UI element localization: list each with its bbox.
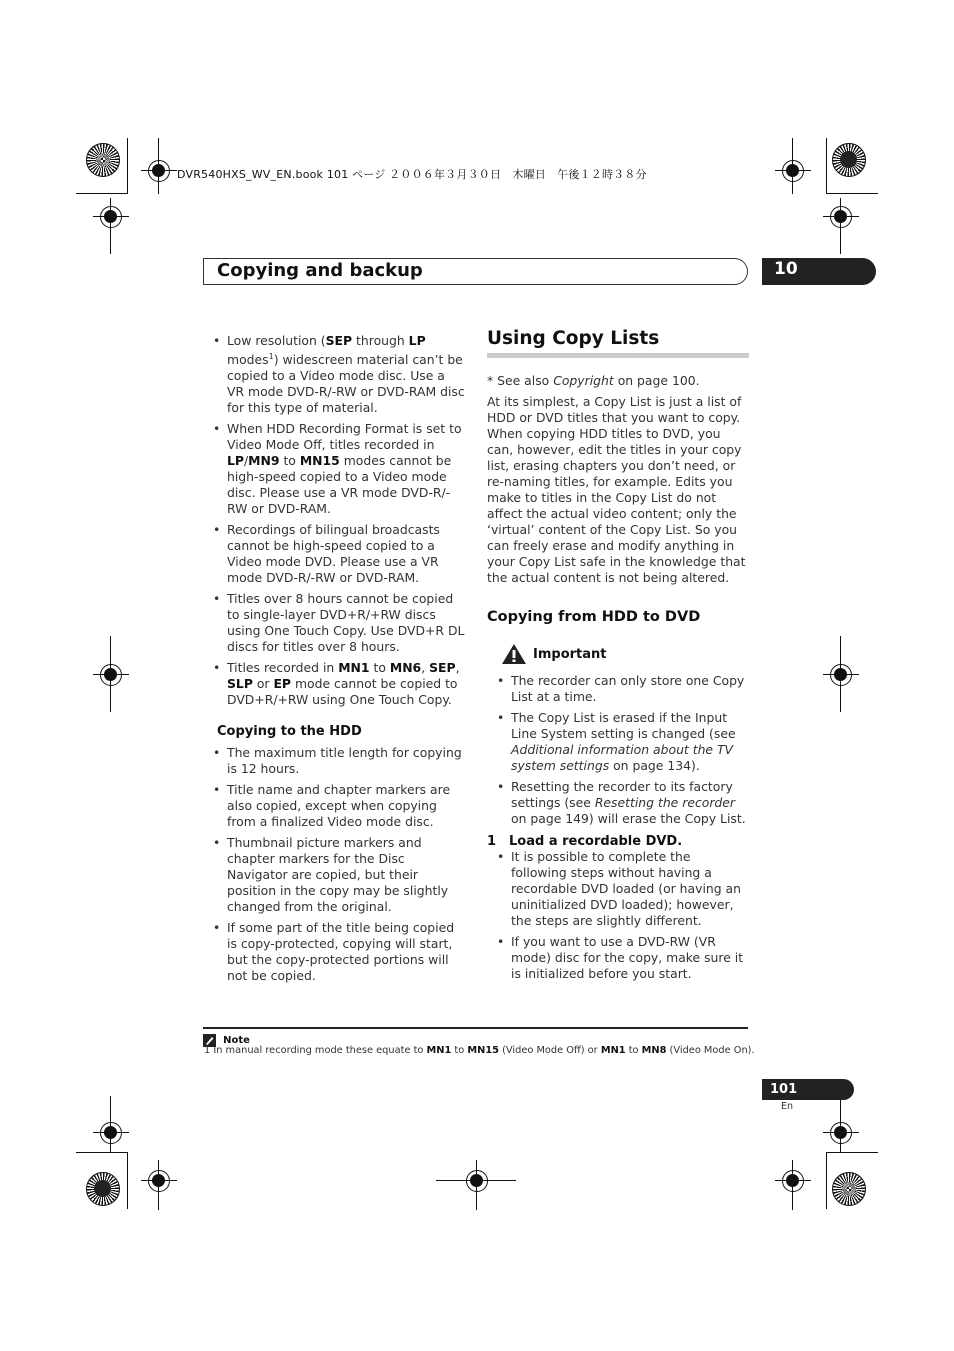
crosshair-icon	[782, 1170, 804, 1192]
list-item: • It is possible to complete the following steps without having a recordable DVD loaded (or having an uninitialized DVD loaded); however, the steps are slightly different.	[497, 849, 749, 929]
crop-mark	[127, 138, 128, 194]
note-label: Note	[223, 1035, 250, 1046]
list-item: • Titles recorded in MN1 to MN6, SEP, SLP or EP mode cannot be copied to DVD+R/+RW using One Touch Copy.	[213, 660, 465, 708]
crop-mark	[436, 1180, 516, 1181]
chapter-number: 10	[762, 258, 876, 285]
registration-sun-icon	[832, 1172, 866, 1206]
restrictions-list	[213, 333, 465, 708]
crosshair-icon	[100, 1122, 122, 1144]
list-item: • If some part of the title being copied is copy-protected, copying will start, but the copy-protected portions will not be copied.	[213, 920, 465, 984]
crop-mark	[158, 1160, 159, 1210]
crop-mark	[840, 1096, 841, 1152]
crosshair-icon	[466, 1170, 488, 1192]
list-item: • Recordings of bilingual broadcasts cannot be high-speed copied to a Video mode DVD. Please use a VR mode DVD-R/-RW or DVD-RAM.	[213, 522, 465, 586]
crop-mark	[826, 1152, 827, 1209]
right-column	[487, 328, 749, 987]
step-label: Load a recordable DVD.	[509, 834, 683, 849]
list-item: • If you want to use a DVD-RW (VR mode) disc for the copy, make sure it is initialized before you start.	[497, 934, 749, 982]
important-label: Important	[533, 647, 607, 662]
warning-icon	[501, 643, 527, 669]
hdd-list	[213, 745, 465, 984]
left-column	[213, 333, 465, 989]
crop-mark	[110, 198, 111, 254]
list-item: • The recorder can only store one Copy List at a time.	[497, 673, 749, 705]
list-item: • Titles over 8 hours cannot be copied to single-layer DVD+R/+RW discs using One Touch Copy. Use DVD+R DL discs for titles over 8 hours.	[213, 591, 465, 655]
crop-mark	[840, 198, 841, 254]
step-1	[487, 834, 749, 849]
registration-sun-icon	[86, 143, 120, 177]
important-list	[497, 673, 749, 827]
crosshair-icon	[148, 1170, 170, 1192]
crop-mark	[476, 1160, 477, 1210]
registration-sun-icon	[832, 143, 866, 177]
chapter-title: Copying and backup	[217, 260, 423, 281]
crop-mark	[840, 636, 841, 712]
page-language: En	[781, 1101, 794, 1112]
crop-mark	[826, 193, 878, 194]
list-item: • Thumbnail picture markers and chapter markers for the Disc Navigator are copied, but their position in the copy may be slightly changed from the original.	[213, 835, 465, 915]
crop-mark	[110, 1096, 111, 1152]
crop-mark	[127, 1152, 128, 1209]
intro-paragraph: At its simplest, a Copy List is just a list of HDD or DVD titles that you want to copy. When copying HDD titles to DVD, you can, however, edit the titles in your copy list, erasing chapters you don’t need, or re-naming titles, for example. Edits you make to titles in the Copy List do not affect the actual video content; only the ‘virtual’ content of the Copy List. So you can freely erase and modify anything in your Copy List safe in the knowledge that the actual content is not being altered.	[487, 394, 746, 585]
step-list	[497, 849, 749, 982]
crop-mark	[76, 193, 128, 194]
crop-mark	[826, 1152, 878, 1153]
crosshair-icon	[830, 206, 852, 228]
step-number: 1	[487, 834, 497, 849]
crosshair-icon	[148, 160, 170, 182]
list-item: • Title name and chapter markers are also copied, except when copying from a finalized Video mode disc.	[213, 782, 465, 830]
page-number: 101	[762, 1079, 854, 1100]
important-box	[487, 645, 749, 669]
list-item: • Low resolution (SEP through LP modes$^1$) widescreen material can’t be copied to a Video mode disc. Use a VR mode DVD-R/-RW or DVD-RAM disc for this type of material.	[213, 333, 465, 416]
list-item: • When HDD Recording Format is set to Video Mode Off, titles recorded in LP/MN9 to MN15 modes cannot be high-speed copied to a Video mode disc. Please use a VR mode DVD-R/-RW or DVD-RAM.	[213, 421, 465, 517]
note-rule	[203, 1027, 748, 1029]
footnote: 1 In manual recording mode these equate to MN1 to MN15 (Video Mode Off) or MN1 to MN8 (Video Mode On).	[204, 1045, 755, 1056]
list-item: • The Copy List is erased if the Input Line System setting is changed (see Additional information about the TV system settings on page 134).	[497, 710, 749, 774]
crosshair-icon	[830, 1122, 852, 1144]
crop-mark	[110, 636, 111, 712]
list-item: • The maximum title length for copying is 12 hours.	[213, 745, 465, 777]
note-header	[203, 1030, 250, 1044]
crop-mark	[76, 1152, 128, 1153]
sub-heading-copying-hdd-dvd: Copying from HDD to DVD	[487, 609, 701, 625]
crop-mark	[792, 138, 793, 194]
list-item: • Resetting the recorder to its factory settings (see Resetting the recorder on page 149) will erase the Copy List.	[497, 779, 749, 827]
crosshair-icon	[100, 206, 122, 228]
crop-mark	[826, 138, 827, 194]
crosshair-icon	[100, 664, 122, 686]
crop-mark	[158, 138, 159, 194]
crosshair-icon	[830, 664, 852, 686]
registration-sun-icon	[86, 1172, 120, 1206]
section-heading: Using Copy Lists	[487, 328, 749, 358]
sub-heading-copying-to-hdd: Copying to the HDD	[217, 724, 362, 740]
crop-mark	[792, 1160, 793, 1210]
crosshair-icon	[782, 160, 804, 182]
see-also: * See also Copyright on page 100.	[487, 373, 700, 388]
file-header: DVR540HXS_WV_EN.book 101 ページ ２００６年３月３０日 木曜日 午後１２時３８分	[177, 168, 647, 181]
